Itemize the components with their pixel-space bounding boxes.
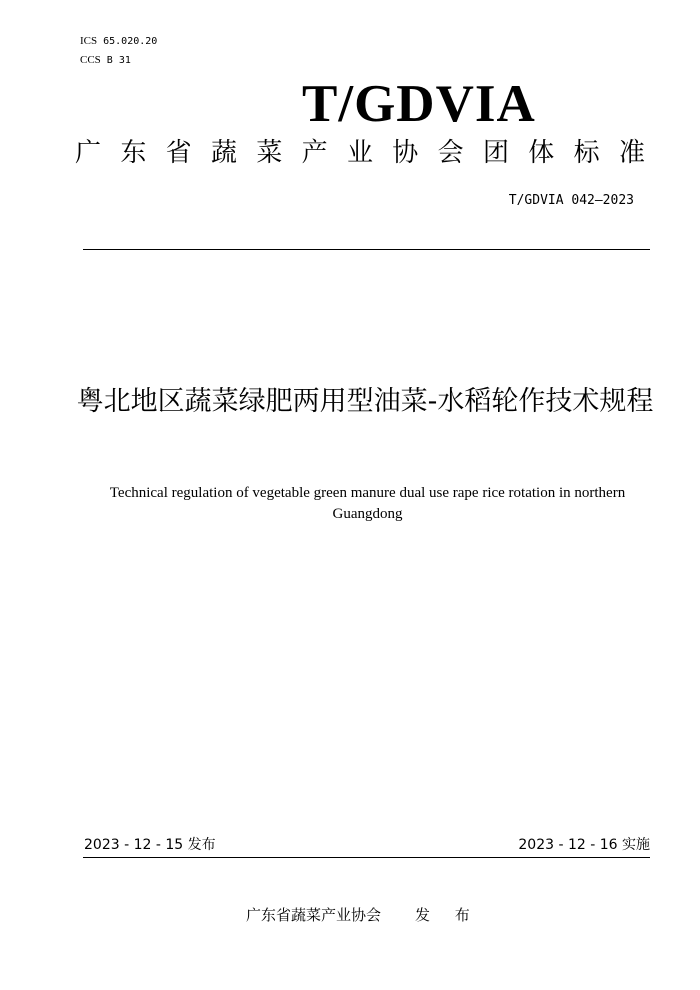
ccs-code [80, 53, 131, 68]
ccs-value: B 31 [106, 55, 131, 66]
ics-code [80, 34, 157, 49]
document-title-en: Technical regulation of vegetable green manure dual use rape rice rotation in northern Guangdong [109, 485, 626, 522]
ics-value: 65.020.20 [103, 36, 158, 47]
standard-logo: T/GDVIA [302, 75, 536, 133]
org-title-char: 体 [528, 138, 555, 168]
publisher-line [246, 905, 480, 925]
implementation-date: 2023 - 12 - 16 实施 [518, 837, 650, 853]
org-title-char: 产 [301, 138, 328, 168]
top-divider [83, 249, 650, 250]
org-title-char: 准 [618, 138, 645, 168]
org-title-char: 标 [573, 138, 600, 168]
org-title-char: 会 [437, 138, 464, 168]
issue-date: 2023 - 12 - 15 发布 [84, 837, 216, 853]
org-title-char: 菜 [256, 138, 283, 168]
org-standard-title [75, 136, 645, 170]
org-title-char: 广 [75, 138, 102, 168]
publisher-name: 广东省蔬菜产业协会 [246, 906, 382, 924]
org-title-char: 蔬 [210, 138, 237, 168]
standard-number: T/GDVIA 042—2023 [508, 193, 634, 208]
org-title-char: 业 [346, 138, 373, 168]
org-title-char: 团 [482, 138, 509, 168]
document-title-zh: 粤北地区蔬菜绿肥两用型油菜-水稻轮作技术规程 [76, 386, 654, 417]
ics-label: ICS [80, 35, 98, 47]
publish-action: 发 布 [415, 906, 480, 924]
bottom-divider [83, 857, 650, 858]
org-title-char: 省 [165, 138, 192, 168]
org-title-char: 东 [120, 138, 147, 168]
ccs-label: CCS [80, 54, 101, 66]
org-title-char: 协 [392, 138, 419, 168]
